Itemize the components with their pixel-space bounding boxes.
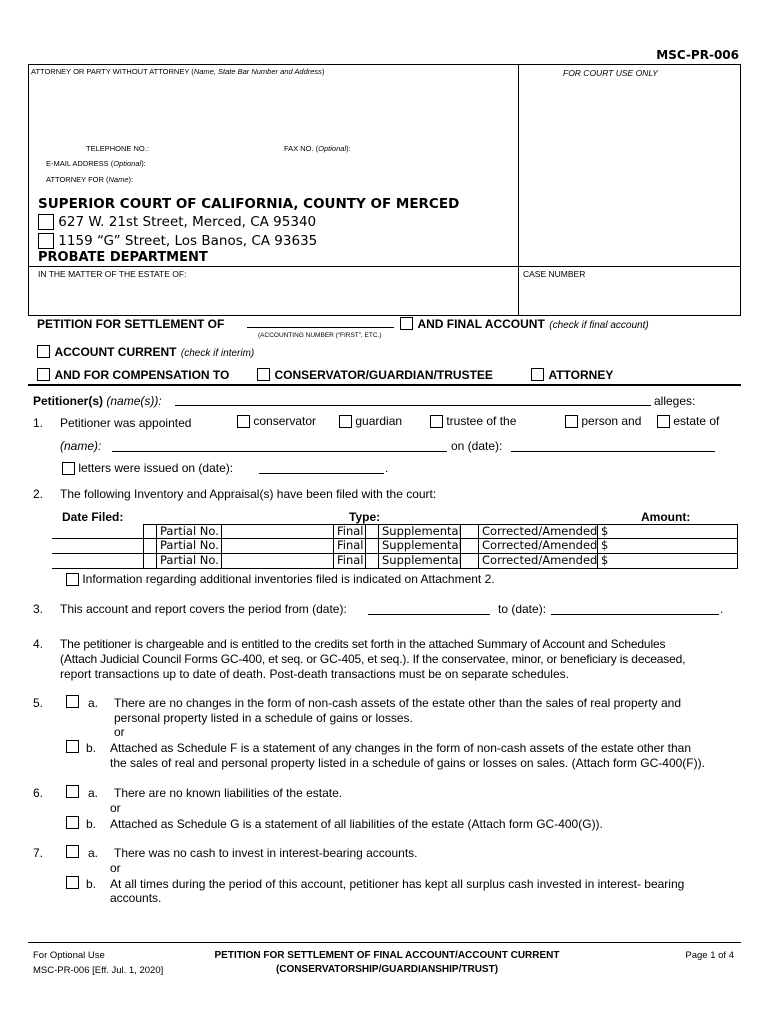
email-label: E-MAIL ADDRESS (Optional): <box>46 159 146 168</box>
final-label-3: Final <box>334 554 366 569</box>
attorney-for-label: ATTORNEY FOR (Name): <box>46 175 134 184</box>
attorney-label: ATTORNEY OR PARTY WITHOUT ATTORNEY (Name, State Bar Number and Address) <box>31 67 325 76</box>
partial-checkbox-2[interactable] <box>143 539 157 554</box>
item6b-letter: b. <box>86 817 97 831</box>
final-label-1: Final <box>334 524 366 539</box>
item7-number: 7. <box>33 846 44 860</box>
item5a-letter: a. <box>88 696 99 710</box>
court-use-divider <box>518 64 519 316</box>
inventory-type-header: Type: <box>349 510 381 524</box>
final-account-option[interactable]: AND FINAL ACCOUNT (check if final account) <box>400 315 649 333</box>
item4-line3: report transactions up to date of death. Post-death transactions must be on separate schedules. <box>60 667 569 681</box>
matter-divider-line <box>28 266 741 267</box>
footer-form-eff: MSC-PR-006 [Eff. Jul. 1, 2020] <box>33 965 164 976</box>
final-checkbox-2[interactable] <box>366 539 379 554</box>
corrected-label-1: Corrected/Amended <box>479 524 598 539</box>
item5b-line2: the sales of real and personal property listed in a schedule of gains or losses on sales. (Attach form GC-400(F)). <box>110 756 705 770</box>
department-label: PROBATE DEPARTMENT <box>38 250 208 265</box>
letters-date-field[interactable] <box>259 461 384 474</box>
item1-name-label: (name): <box>60 439 102 453</box>
item4-number: 4. <box>33 637 44 651</box>
supplemental-label-3: Supplemental <box>379 554 461 569</box>
partial-number-field-2[interactable] <box>222 539 334 554</box>
period-to-field[interactable] <box>551 602 719 615</box>
item5a-checkbox-wrap[interactable] <box>66 694 79 708</box>
inventory-row <box>52 554 738 569</box>
item6a-line1: There are no known liabilities of the estate. <box>114 786 343 800</box>
person-checkbox[interactable] <box>565 415 578 428</box>
inventory-row <box>52 539 738 554</box>
partial-label-2: Partial No. <box>157 539 222 554</box>
item6a-letter: a. <box>88 786 99 800</box>
item3-to-label: to (date): <box>498 602 547 616</box>
partial-label-1: Partial No. <box>157 524 222 539</box>
item1-name-field[interactable] <box>112 439 447 452</box>
amount-field-1[interactable]: $ <box>598 524 738 539</box>
address-merced-checkbox[interactable] <box>38 214 54 230</box>
supplemental-checkbox-3[interactable] <box>461 554 479 569</box>
partial-checkbox-3[interactable] <box>143 554 157 569</box>
amount-field-3[interactable]: $ <box>598 554 738 569</box>
address-merced-option[interactable] <box>38 214 316 230</box>
supplemental-label-2: Supplemental <box>379 539 461 554</box>
alleges-label: alleges: <box>654 394 696 408</box>
item7b-line2: accounts. <box>110 891 162 905</box>
item6b-checkbox-wrap[interactable] <box>66 815 79 829</box>
item7b-checkbox[interactable] <box>66 876 79 889</box>
conservator-option[interactable]: CONSERVATOR/GUARDIAN/TRUSTEE <box>257 366 493 384</box>
item6b-checkbox[interactable] <box>66 816 79 829</box>
footer-title1: PETITION FOR SETTLEMENT OF FINAL ACCOUNT/ACCOUNT CURRENT <box>214 950 560 961</box>
address-merced-text: 627 W. 21st Street, Merced, CA 95340 <box>58 214 317 230</box>
matter-label: IN THE MATTER OF THE ESTATE OF: <box>38 269 187 279</box>
attachment2-checkbox[interactable] <box>66 573 79 586</box>
inventory-date-field-2[interactable] <box>52 539 143 554</box>
court-use-label: FOR COURT USE ONLY <box>563 68 658 78</box>
item2-text: The following Inventory and Appraisal(s) have been filed with the court: <box>60 487 437 501</box>
item4-line2: (Attach Judicial Council Forms GC-400, et seq. or GC-405, et seq.). If the conservatee, minor, or beneficiary is deceased, <box>60 652 686 666</box>
footer-optional-use: For Optional Use <box>33 950 105 961</box>
address-losbanos-text: 1159 “G” Street, Los Banos, CA 93635 <box>58 233 318 249</box>
final-account-checkbox[interactable] <box>400 317 413 330</box>
conservator-checkbox[interactable] <box>237 415 250 428</box>
item6a-checkbox-wrap[interactable] <box>66 784 79 798</box>
item1-guardian-option[interactable]: guardian <box>339 414 402 428</box>
supplemental-label-1: Supplemental <box>379 524 461 539</box>
item5b-letter: b. <box>86 741 97 755</box>
corrected-label-3: Corrected/Amended <box>479 554 598 569</box>
item7b-checkbox-wrap[interactable] <box>66 875 79 889</box>
item3-number: 3. <box>33 602 44 616</box>
item5b-line1: Attached as Schedule F is a statement of any changes in the form of non-cash assets of the estate other than <box>110 741 692 755</box>
petition-title: PETITION FOR SETTLEMENT OF <box>37 317 225 331</box>
supplemental-checkbox-2[interactable] <box>461 539 479 554</box>
final-checkbox-3[interactable] <box>366 554 379 569</box>
item1-person-option[interactable]: person and <box>565 414 641 428</box>
item1-estate-option[interactable]: estate of <box>657 414 719 428</box>
case-number-label: CASE NUMBER <box>523 269 586 279</box>
letters-period: . <box>385 461 389 475</box>
inventory-row <box>52 524 738 539</box>
item7a-checkbox[interactable] <box>66 845 79 858</box>
estate-checkbox[interactable] <box>657 415 670 428</box>
item5-or: or <box>114 725 125 739</box>
item3-period: . <box>720 602 724 616</box>
fax-label: FAX NO. (Optional): <box>284 144 351 153</box>
account-current-checkbox[interactable] <box>37 345 50 358</box>
item1-letters-option[interactable]: letters were issued on (date): <box>62 461 233 475</box>
supplemental-checkbox-1[interactable] <box>461 524 479 539</box>
attachment2-option[interactable]: Information regarding additional inventories filed is indicated on Attachment 2. <box>66 572 495 586</box>
item1-conservator-option[interactable]: conservator <box>237 414 316 428</box>
footer-page: Page 1 of 4 <box>685 950 734 961</box>
account-current-option[interactable]: ACCOUNT CURRENT (check if interim) <box>37 343 254 361</box>
item5b-checkbox-wrap[interactable] <box>66 739 79 753</box>
petitioner-names-field[interactable] <box>175 394 651 406</box>
inventory-amount-header: Amount: <box>641 510 691 524</box>
accounting-number-field[interactable] <box>247 317 394 328</box>
compensation-option[interactable]: AND FOR COMPENSATION TO <box>37 366 229 384</box>
inventory-date-header: Date Filed: <box>62 510 124 524</box>
telephone-label: TELEPHONE NO.: <box>86 144 149 153</box>
item6b-line1: Attached as Schedule G is a statement of all liabilities of the estate (Attach form GC-400(G)). <box>110 817 603 831</box>
item5a-line2: personal property listed in a schedule of gains or losses. <box>114 711 413 725</box>
item7b-line1: At all times during the period of this account, petitioner has kept all surplus cash invested in interest- bearing <box>110 877 685 891</box>
footer-title2: (CONSERVATORSHIP/GUARDIANSHIP/TRUST) <box>275 964 499 975</box>
conservator-guardian-trustee-checkbox[interactable] <box>257 368 270 381</box>
item7b-letter: b. <box>86 877 97 891</box>
item5-number: 5. <box>33 696 44 710</box>
final-checkbox-1[interactable] <box>366 524 379 539</box>
period-from-field[interactable] <box>368 602 490 615</box>
guardian-checkbox[interactable] <box>339 415 352 428</box>
item4-line1: The petitioner is chargeable and is entitled to the credits set forth in the attached Summary of Account and Schedules <box>60 637 666 651</box>
petitioner-label: Petitioner(s) (name(s)): <box>33 394 162 408</box>
amount-field-2[interactable]: $ <box>598 539 738 554</box>
accounting-number-hint: (ACCOUNTING NUMBER (“FIRST”, ETC.) <box>258 332 382 339</box>
item6-or: or <box>110 801 121 815</box>
item7a-checkbox-wrap[interactable] <box>66 844 79 858</box>
final-label-2: Final <box>334 539 366 554</box>
item1-date-field[interactable] <box>511 439 715 452</box>
title-divider <box>28 384 741 386</box>
letters-checkbox[interactable] <box>62 462 75 475</box>
item2-number: 2. <box>33 487 44 501</box>
partial-number-field-1[interactable] <box>222 524 334 539</box>
item7a-line1: There was no cash to invest in interest-bearing accounts. <box>114 846 418 860</box>
address-losbanos-checkbox[interactable] <box>38 233 54 249</box>
item3-text: This account and report covers the period from (date): <box>60 602 347 616</box>
form-id: MSC-PR-006 <box>656 48 739 62</box>
address-losbanos-option[interactable] <box>38 233 317 249</box>
item5b-checkbox[interactable] <box>66 740 79 753</box>
item5a-checkbox[interactable] <box>66 695 79 708</box>
item1-on-date-label: on (date): <box>451 439 503 453</box>
attorney-option[interactable]: ATTORNEY <box>531 366 613 384</box>
inventory-date-field-3[interactable] <box>52 554 143 569</box>
court-title: SUPERIOR COURT OF CALIFORNIA, COUNTY OF MERCED <box>38 196 460 212</box>
item1-trustee-option[interactable]: trustee of the <box>430 414 516 428</box>
item7a-letter: a. <box>88 846 99 860</box>
compensation-checkbox[interactable] <box>37 368 50 381</box>
attorney-checkbox[interactable] <box>531 368 544 381</box>
item5a-line1: There are no changes in the form of non-cash assets of the estate other than the sales of real property and <box>114 696 682 710</box>
item6-number: 6. <box>33 786 44 800</box>
trustee-checkbox[interactable] <box>430 415 443 428</box>
partial-label-3: Partial No. <box>157 554 222 569</box>
inventory-date-field-1[interactable] <box>52 524 143 539</box>
corrected-label-2: Corrected/Amended <box>479 539 598 554</box>
item1-number: 1. <box>33 416 44 430</box>
partial-checkbox-1[interactable] <box>143 524 157 539</box>
item6a-checkbox[interactable] <box>66 785 79 798</box>
footer-divider <box>28 942 741 943</box>
partial-number-field-3[interactable] <box>222 554 334 569</box>
item7-or: or <box>110 861 121 875</box>
item1-text: Petitioner was appointed <box>60 416 192 430</box>
